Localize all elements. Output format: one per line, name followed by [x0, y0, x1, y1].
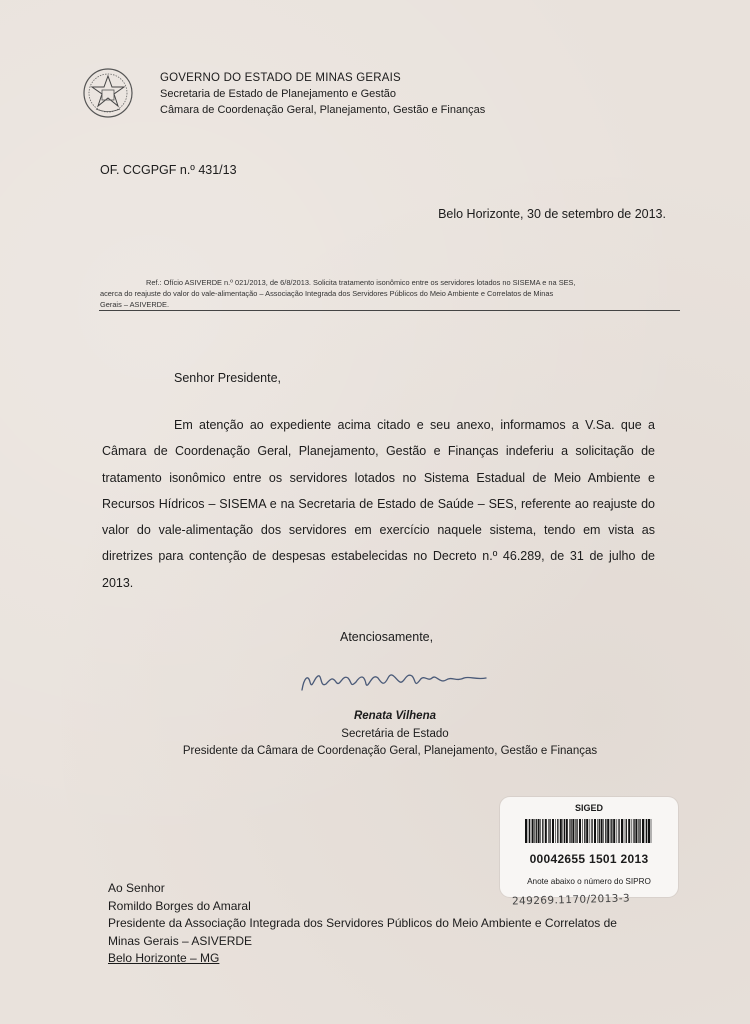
barcode-bar — [582, 819, 583, 843]
signatory-position: Presidente da Câmara de Coordenação Geral, Planejamento, Gestão e Finanças — [182, 745, 598, 757]
reference-line: acerca do reajuste do valor do vale-alimentação – Associação Integrada dos Servidores Públicos do Meio Ambiente e Correlatos de Minas — [100, 289, 554, 298]
letterhead — [160, 70, 485, 118]
addressee-line: Ao Senhor — [108, 881, 165, 895]
reference-block — [100, 277, 680, 310]
barcode-bar — [594, 819, 596, 843]
barcode-bar — [628, 819, 630, 843]
barcode-bar — [528, 819, 529, 843]
barcode-bar — [651, 819, 652, 843]
barcode-bar — [584, 819, 585, 843]
reference-divider — [99, 310, 680, 311]
barcode-bar — [590, 819, 591, 843]
barcode-bar — [601, 819, 603, 843]
barcode-bar — [536, 819, 537, 843]
addressee-name: Romildo Borges do Amaral — [108, 898, 251, 913]
barcode-bar — [575, 819, 576, 843]
handwritten-sipro-number: 249269.1170/2013-3 — [511, 892, 631, 908]
barcode-bar — [611, 819, 612, 843]
barcode-bar — [621, 819, 623, 843]
signatory-role: Secretária de Estado — [341, 727, 449, 740]
barcode-bar — [548, 819, 549, 843]
body-text: Em atenção ao expediente acima citado e seu anexo, informamos a V.Sa. que a Câmara de Coordenação Geral, Planejamento, Gestão e Finanças indeferiu a solicitação de tratamento isonômico entre os servidores lotados no Sistema Estadual de Meio Ambiente e Recursos Hídricos – SISEMA e na Secretaria de Estado de Saúde – SES, referente ao reajuste do valor do vale-alimentação dos servidores em exercício naquele sistema, tendo em vista as diretrizes para contenção de despesas estabelecidas no Decreto n.º 46.289, de 31 de julho de 2013. — [102, 418, 655, 590]
barcode-bar — [613, 819, 615, 843]
barcode-bar — [638, 819, 639, 843]
barcode-bar — [542, 819, 543, 843]
barcode-bar — [605, 819, 606, 843]
barcode-bar — [560, 819, 562, 843]
barcode-bar — [538, 819, 540, 843]
addressee-city: Belo Horizonte – MG — [108, 951, 220, 965]
barcode-bar — [557, 819, 558, 843]
barcode-bar — [525, 819, 527, 843]
closing: Atenciosamente, — [340, 630, 434, 644]
barcode-bar — [624, 819, 625, 843]
barcode-bar — [534, 819, 535, 843]
barcode-bar — [597, 819, 598, 843]
barcode-bar — [564, 819, 565, 843]
barcode — [525, 819, 653, 843]
barcode-bar — [642, 819, 644, 843]
barcode-bar — [586, 819, 588, 843]
signatory-name: Renata Vilhena — [353, 710, 437, 722]
barcode-bar — [545, 819, 547, 843]
barcode-bar — [529, 819, 530, 843]
barcode-bar — [555, 819, 556, 843]
barcode-bar — [646, 819, 647, 843]
barcode-bar — [569, 819, 570, 843]
barcode-bar — [618, 819, 619, 843]
barcode-bar — [552, 819, 554, 843]
barcode-bar — [610, 819, 611, 843]
letter-body — [102, 412, 655, 596]
letterhead-chamber: Câmara de Coordenação Geral, Planejamento, Gestão e Finanças — [160, 104, 486, 116]
stamp-hint: Anote abaixo o número do SIPRO — [527, 877, 651, 886]
barcode-bar — [603, 819, 604, 843]
barcode-bar — [532, 819, 534, 843]
barcode-bar — [572, 819, 574, 843]
addressee-block — [108, 880, 617, 968]
office-number: OF. CCGPGF n.º 431/13 — [100, 163, 237, 177]
barcode-bar — [563, 819, 564, 843]
handwritten-signature — [296, 660, 496, 700]
barcode-bar — [633, 819, 634, 843]
barcode-bar — [579, 819, 581, 843]
stamp-number: 00042655 1501 2013 — [529, 852, 649, 866]
barcode-bar — [570, 819, 571, 843]
barcode-bar — [566, 819, 568, 843]
coat-of-arms-seal-icon — [82, 67, 134, 119]
letterhead-secretariat: Secretaria de Estado de Planejamento e Gestão — [160, 88, 397, 100]
barcode-bar — [626, 819, 627, 843]
barcode-bar — [639, 819, 640, 843]
barcode-bar — [607, 819, 609, 843]
barcode-bar — [591, 819, 592, 843]
letter-date: Belo Horizonte, 30 de setembro de 2013. — [438, 207, 666, 221]
barcode-bar — [576, 819, 577, 843]
reference-line: Gerais – ASIVERDE. — [100, 300, 170, 309]
stamp-title: SIGED — [574, 803, 603, 813]
reference-line: Ref.: Ofício ASIVERDE n.º 021/2013, de 6/8/2013. Solicita tratamento isonômico entre os servidores lotados no SISEMA e na SES, — [146, 278, 576, 287]
addressee-line: Minas Gerais – ASIVERDE — [108, 933, 253, 948]
barcode-bar — [617, 819, 618, 843]
signatory-block — [0, 708, 750, 761]
barcode-bar — [549, 819, 550, 843]
letterhead-government: GOVERNO DO ESTADO DE MINAS GERAIS — [160, 72, 401, 84]
barcode-bar — [635, 819, 637, 843]
barcode-bar — [648, 819, 650, 843]
barcode-bar — [540, 819, 541, 843]
barcode-bar — [632, 819, 633, 843]
barcode-bar — [645, 819, 646, 843]
salutation: Senhor Presidente, — [174, 371, 282, 385]
addressee-line: Presidente da Associação Integrada dos Servidores Públicos do Meio Ambiente e Correlatos de — [108, 916, 617, 930]
barcode-bar — [599, 819, 600, 843]
